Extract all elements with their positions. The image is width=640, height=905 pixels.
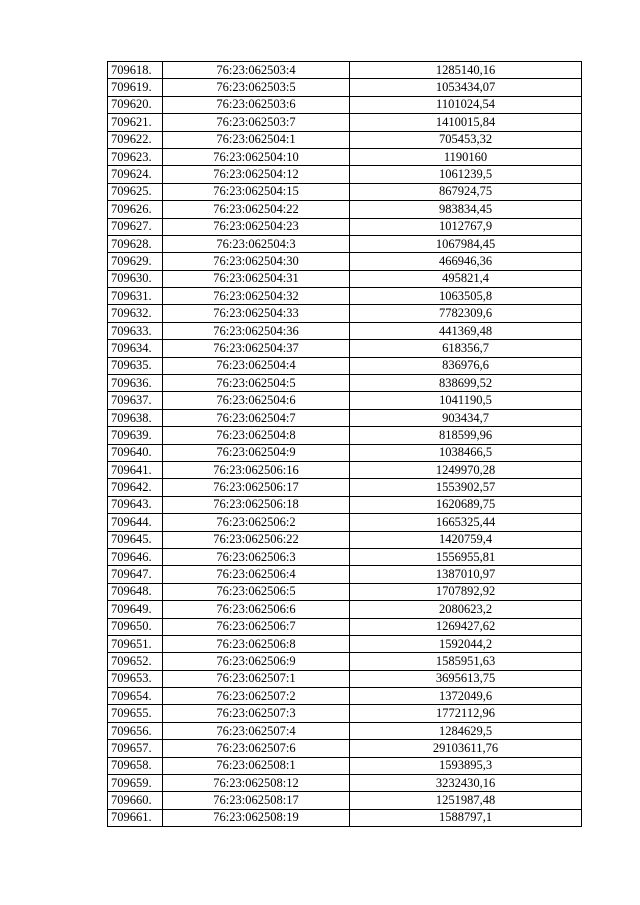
cadastral-value-cell: 1012767,9 [350, 218, 582, 235]
table-body [108, 62, 582, 827]
cadastral-number-cell: 76:23:062506:2 [163, 514, 350, 531]
cadastral-value-cell: 1665325,44 [350, 514, 582, 531]
row-number-cell: 709644. [108, 514, 163, 531]
cadastral-number-cell: 76:23:062507:1 [163, 670, 350, 687]
row-number-cell: 709636. [108, 375, 163, 392]
table-row [108, 340, 582, 357]
cadastral-value-cell: 867924,75 [350, 183, 582, 200]
cadastral-number-cell: 76:23:062504:1 [163, 131, 350, 148]
table-row [108, 757, 582, 774]
cadastral-value-cell: 903434,7 [350, 409, 582, 426]
cadastral-value-cell: 983834,45 [350, 201, 582, 218]
table-row [108, 653, 582, 670]
cadastral-value-cell: 1101024,54 [350, 96, 582, 113]
table-row [108, 496, 582, 513]
cadastral-number-cell: 76:23:062506:5 [163, 583, 350, 600]
cadastral-number-cell: 76:23:062507:4 [163, 722, 350, 739]
row-number-cell: 709637. [108, 392, 163, 409]
table-row [108, 166, 582, 183]
row-number-cell: 709632. [108, 305, 163, 322]
cadastral-value-cell: 818599,96 [350, 427, 582, 444]
table-row [108, 96, 582, 113]
cadastral-number-cell: 76:23:062504:9 [163, 444, 350, 461]
cadastral-value-cell: 1285140,16 [350, 62, 582, 79]
cadastral-value-cell: 1556955,81 [350, 548, 582, 565]
row-number-cell: 709631. [108, 288, 163, 305]
row-number-cell: 709619. [108, 79, 163, 96]
table-row [108, 479, 582, 496]
cadastral-number-cell: 76:23:062507:2 [163, 688, 350, 705]
row-number-cell: 709635. [108, 357, 163, 374]
cadastral-value-cell: 1588797,1 [350, 809, 582, 826]
row-number-cell: 709656. [108, 722, 163, 739]
row-number-cell: 709647. [108, 566, 163, 583]
cadastral-number-cell: 76:23:062506:16 [163, 461, 350, 478]
row-number-cell: 709652. [108, 653, 163, 670]
table-row [108, 444, 582, 461]
cadastral-number-cell: 76:23:062504:12 [163, 166, 350, 183]
cadastral-value-cell: 1585951,63 [350, 653, 582, 670]
table-row [108, 583, 582, 600]
cadastral-value-cell: 1420759,4 [350, 531, 582, 548]
table-row [108, 531, 582, 548]
cadastral-number-cell: 76:23:062506:22 [163, 531, 350, 548]
cadastral-value-cell: 1063505,8 [350, 288, 582, 305]
cadastral-value-cell: 3232430,16 [350, 775, 582, 792]
table-row [108, 514, 582, 531]
row-number-cell: 709658. [108, 757, 163, 774]
table-row [108, 305, 582, 322]
cadastral-number-cell: 76:23:062504:5 [163, 375, 350, 392]
cadastral-number-cell: 76:23:062503:4 [163, 62, 350, 79]
row-number-cell: 709651. [108, 635, 163, 652]
table-row [108, 688, 582, 705]
row-number-cell: 709628. [108, 235, 163, 252]
cadastral-value-cell: 1249970,28 [350, 461, 582, 478]
cadastral-value-cell: 836976,6 [350, 357, 582, 374]
cadastral-value-cell: 1707892,92 [350, 583, 582, 600]
cadastral-value-cell: 1067984,45 [350, 235, 582, 252]
cadastral-number-cell: 76:23:062504:10 [163, 148, 350, 165]
row-number-cell: 709653. [108, 670, 163, 687]
table-row [108, 809, 582, 826]
cadastral-number-cell: 76:23:062508:1 [163, 757, 350, 774]
cadastral-value-cell: 7782309,6 [350, 305, 582, 322]
cadastral-number-cell: 76:23:062506:18 [163, 496, 350, 513]
cadastral-number-cell: 76:23:062504:7 [163, 409, 350, 426]
table-row [108, 548, 582, 565]
table-row [108, 740, 582, 757]
cadastral-number-cell: 76:23:062508:19 [163, 809, 350, 826]
cadastral-value-cell: 1053434,07 [350, 79, 582, 96]
cadastral-number-cell: 76:23:062508:12 [163, 775, 350, 792]
table-row [108, 775, 582, 792]
cadastral-value-cell: 1190160 [350, 148, 582, 165]
cadastral-number-cell: 76:23:062503:6 [163, 96, 350, 113]
table-row [108, 357, 582, 374]
cadastral-number-cell: 76:23:062504:8 [163, 427, 350, 444]
table-row [108, 705, 582, 722]
cadastral-value-cell: 1553902,57 [350, 479, 582, 496]
table-row [108, 114, 582, 131]
cadastral-value-cell: 466946,36 [350, 253, 582, 270]
cadastral-number-cell: 76:23:062507:6 [163, 740, 350, 757]
cadastral-number-cell: 76:23:062504:22 [163, 201, 350, 218]
cadastral-number-cell: 76:23:062504:23 [163, 218, 350, 235]
row-number-cell: 709618. [108, 62, 163, 79]
cadastral-number-cell: 76:23:062504:4 [163, 357, 350, 374]
cadastral-number-cell: 76:23:062504:36 [163, 322, 350, 339]
row-number-cell: 709625. [108, 183, 163, 200]
table-row [108, 670, 582, 687]
cadastral-number-cell: 76:23:062504:30 [163, 253, 350, 270]
table-row [108, 375, 582, 392]
cadastral-number-cell: 76:23:062506:17 [163, 479, 350, 496]
table-row [108, 201, 582, 218]
row-number-cell: 709648. [108, 583, 163, 600]
table-row [108, 131, 582, 148]
table-row [108, 253, 582, 270]
cadastral-value-cell: 1372049,6 [350, 688, 582, 705]
row-number-cell: 709659. [108, 775, 163, 792]
row-number-cell: 709655. [108, 705, 163, 722]
cadastral-value-cell: 1772112,96 [350, 705, 582, 722]
table-row [108, 566, 582, 583]
cadastral-value-table [107, 61, 582, 827]
cadastral-value-cell: 1269427,62 [350, 618, 582, 635]
table-row [108, 601, 582, 618]
cadastral-value-cell: 1038466,5 [350, 444, 582, 461]
row-number-cell: 709626. [108, 201, 163, 218]
cadastral-number-cell: 76:23:062506:9 [163, 653, 350, 670]
cadastral-number-cell: 76:23:062504:33 [163, 305, 350, 322]
cadastral-value-cell: 1041190,5 [350, 392, 582, 409]
cadastral-value-cell: 1410015,84 [350, 114, 582, 131]
table-row [108, 62, 582, 79]
row-number-cell: 709630. [108, 270, 163, 287]
row-number-cell: 709627. [108, 218, 163, 235]
row-number-cell: 709634. [108, 340, 163, 357]
cadastral-value-cell: 441369,48 [350, 322, 582, 339]
table-row [108, 79, 582, 96]
table-row [108, 722, 582, 739]
cadastral-number-cell: 76:23:062503:5 [163, 79, 350, 96]
row-number-cell: 709657. [108, 740, 163, 757]
cadastral-value-cell: 495821,4 [350, 270, 582, 287]
table-row [108, 635, 582, 652]
cadastral-number-cell: 76:23:062504:32 [163, 288, 350, 305]
cadastral-value-cell: 1284629,5 [350, 722, 582, 739]
row-number-cell: 709633. [108, 322, 163, 339]
cadastral-value-cell: 1620689,75 [350, 496, 582, 513]
table-row [108, 461, 582, 478]
cadastral-value-cell: 2080623,2 [350, 601, 582, 618]
row-number-cell: 709640. [108, 444, 163, 461]
table-row [108, 183, 582, 200]
row-number-cell: 709623. [108, 148, 163, 165]
cadastral-value-cell: 838699,52 [350, 375, 582, 392]
table-row [108, 148, 582, 165]
cadastral-number-cell: 76:23:062507:3 [163, 705, 350, 722]
table-row [108, 409, 582, 426]
table-row [108, 322, 582, 339]
table-row [108, 792, 582, 809]
row-number-cell: 709661. [108, 809, 163, 826]
row-number-cell: 709639. [108, 427, 163, 444]
row-number-cell: 709643. [108, 496, 163, 513]
row-number-cell: 709649. [108, 601, 163, 618]
table-row [108, 235, 582, 252]
row-number-cell: 709624. [108, 166, 163, 183]
cadastral-number-cell: 76:23:062506:6 [163, 601, 350, 618]
row-number-cell: 709645. [108, 531, 163, 548]
cadastral-number-cell: 76:23:062504:6 [163, 392, 350, 409]
cadastral-value-cell: 3695613,75 [350, 670, 582, 687]
cadastral-number-cell: 76:23:062508:17 [163, 792, 350, 809]
cadastral-number-cell: 76:23:062504:3 [163, 235, 350, 252]
cadastral-value-cell: 1592044,2 [350, 635, 582, 652]
cadastral-number-cell: 76:23:062503:7 [163, 114, 350, 131]
table-row [108, 427, 582, 444]
row-number-cell: 709621. [108, 114, 163, 131]
row-number-cell: 709620. [108, 96, 163, 113]
cadastral-number-cell: 76:23:062506:3 [163, 548, 350, 565]
row-number-cell: 709629. [108, 253, 163, 270]
cadastral-number-cell: 76:23:062504:31 [163, 270, 350, 287]
cadastral-value-cell: 1251987,48 [350, 792, 582, 809]
cadastral-value-cell: 618356,7 [350, 340, 582, 357]
table-row [108, 270, 582, 287]
cadastral-number-cell: 76:23:062506:7 [163, 618, 350, 635]
row-number-cell: 709646. [108, 548, 163, 565]
row-number-cell: 709642. [108, 479, 163, 496]
row-number-cell: 709654. [108, 688, 163, 705]
cadastral-value-cell: 1593895,3 [350, 757, 582, 774]
table-row [108, 218, 582, 235]
cadastral-value-cell: 1061239,5 [350, 166, 582, 183]
row-number-cell: 709641. [108, 461, 163, 478]
table-row [108, 392, 582, 409]
row-number-cell: 709660. [108, 792, 163, 809]
cadastral-value-cell: 29103611,76 [350, 740, 582, 757]
row-number-cell: 709638. [108, 409, 163, 426]
cadastral-value-cell: 1387010,97 [350, 566, 582, 583]
table-row [108, 618, 582, 635]
cadastral-number-cell: 76:23:062506:8 [163, 635, 350, 652]
table-row [108, 288, 582, 305]
cadastral-number-cell: 76:23:062504:37 [163, 340, 350, 357]
row-number-cell: 709650. [108, 618, 163, 635]
cadastral-value-cell: 705453,32 [350, 131, 582, 148]
cadastral-number-cell: 76:23:062506:4 [163, 566, 350, 583]
row-number-cell: 709622. [108, 131, 163, 148]
cadastral-number-cell: 76:23:062504:15 [163, 183, 350, 200]
